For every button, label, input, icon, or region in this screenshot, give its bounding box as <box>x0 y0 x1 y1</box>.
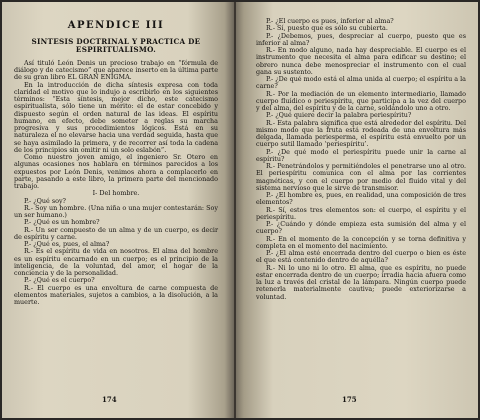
paragraph: Como nuestro joven amigo, el ingeniero Sr. Otero en algunas ocasiones nos hablara en términos parecidos a los expuestos por León Denis, venimos ahora a complacerlo en parte, pasando a este libro, la primera parte del mencionado trabajo. <box>14 153 218 191</box>
dialogue-line: P.- ¿Cuándo y dónde empieza esta sumisión del alma y el cuerpo? <box>256 220 466 236</box>
open-book <box>2 2 478 418</box>
paragraph: Así tituló León Denis un precioso trabajo en “fórmula de diálogo y de catecismo” que aparece inserto en la última parte de su gran libro EL GRAN ENIGMA. <box>14 58 218 82</box>
left-page <box>2 2 234 418</box>
dialogue-line: P.- ¿De qué modo el periespíritu puede unir la carne al espíritu? <box>256 147 466 163</box>
dialogue-line: R.- Penetrándolos y permitiéndoles el penetrarse uno al otro. El periespíritu comunica con el alma por las corrientes magnéticas, y con el cuerpo por medio del fluido vital y del sistema nervioso que le sirve de transmisor. <box>256 162 466 192</box>
dialogue-line: P.- ¿Qué es un hombre? <box>24 218 100 227</box>
dialogue-line: R.- Sí, puesto que es sólo su cubierta. <box>266 24 388 33</box>
paragraph: En la introducción de dicha síntesis expresa con toda claridad el motivo que lo indujo a escribirlo en los siguientes términos: “Esta síntesis, mejor dicho, este catecismo espiritualista, sólo tiene un mérito: el de estar concebido y dispuesto según el orden natural de las ideas. El espíritu humano, en efecto, debe someter a reglas su marcha progresiva y sus procedimientos lógicos. Está en su naturaleza el no elevarse hacia una verdad seguida, hasta que se haya asimilado la primera, y de recorrer así toda la cadena de los principios sin omitir ni un solo eslabón”. <box>14 80 218 154</box>
page-number: 174 <box>102 395 117 404</box>
dialogue-line: P.- ¿Qué quiere decir la palabra periespíritu? <box>266 111 412 120</box>
dialogue-line: P.- ¿Qué es, pues, el alma? <box>24 240 110 249</box>
left-body-text <box>14 60 218 307</box>
page-number: 175 <box>342 395 357 404</box>
dialogue-line: P.- ¿El alma esté encerrada dentro del cuerpo o bien es éste el que está contenido dentro de aquélla? <box>256 249 466 265</box>
appendix-heading: APENDICE III <box>67 20 165 31</box>
dialogue-line: R.- Sí, estos tres elementos son: el cuerpo, el espíritu y el periespíritu. <box>256 205 466 221</box>
dialogue-line: R.- Un ser compuesto de un alma y de un cuerpo, es decir de espíritu y carne. <box>14 225 218 241</box>
dialogue-line: R.- Es el espíritu de vida en nosotros. El alma del hombre es un espíritu encarnado en un cuerpo; es el principio de la inteligencia, de la voluntad, del amor, el hogar de la conciencia y de la personalidad. <box>14 247 218 278</box>
book-gutter <box>234 2 236 418</box>
dialogue-line: P.- ¿Qué soy? <box>24 196 66 205</box>
dialogue-line: P.- ¿De qué modo está el alma unida al cuerpo; el espíritu a la carne? <box>256 75 466 91</box>
dialogue-line: R.- Por la mediación de un elemento intermediario, llamado cuerpo fluídico o periespíritu, que participa a la vez del cuerpo y del alma, del espíritu y de la carne, soldándolo uno a otro. <box>256 89 466 112</box>
dialogue-line: P.- ¿Qué es el cuerpo? <box>24 276 95 285</box>
dialogue-line: P.- ¿El cuerpo es pues, inferior al alma? <box>266 17 394 25</box>
subtitle-line-1: SINTESIS DOCTRINAL Y PRACTICA DE <box>31 37 201 46</box>
section-title: I- Del hombre. <box>92 189 140 198</box>
dialogue-line: R.- En el momento de la concepción y se torna definitiva y completa en el momento del nacimiento. <box>256 234 466 250</box>
subtitle-line-2: ESPIRITUALISMO. <box>75 45 157 55</box>
dialogue-line: R.- En modo alguno, nada hay despreciable. El cuerpo es el instrumento que necesita el alma para edificar su destino; el obrero nunca debe menospreciar el instrumento con el cual gana su sustento. <box>256 46 466 76</box>
dialogue-line: P.- ¿El hombre es, pues, en realidad, una composición de tres elementos? <box>256 191 466 207</box>
dialogue-line: R.- Soy un hombre. (Una niña o una mujer contestarán: Soy un ser humano.) <box>14 203 218 220</box>
dialogue-line: R.- El cuerpo es una envoltura de carne compuesta de elementos materiales, sujetos a cambios, a la disolución, a la muerte. <box>14 283 218 307</box>
dialogue-line: R.- Ni lo uno ni lo otro. El alma, que es espíritu, no puede estar encerrada dentro de un cuerpo; irradia hacia afuera como la luz a través del cristal de la lámpara. Ningún cuerpo puede retenerla materialmente cautiva; puede exteriorizarse a voluntad. <box>256 263 466 301</box>
right-page <box>234 2 478 418</box>
section-subtitle <box>14 38 218 55</box>
right-body-text <box>256 18 466 301</box>
dialogue-line: R.- Esta palabra significa que está alrededor del espíritu. Del mismo modo que la fruta está rodeada de una envoltura más delgada, llamada periesperma, el espíritu está envuelto por un cuerpo sutil llamado ‘periespíritu’. <box>256 118 466 149</box>
dialogue-line: P.- ¿Debemos, pues, despreciar al cuerpo, puesto que es inferior al alma? <box>256 31 466 47</box>
